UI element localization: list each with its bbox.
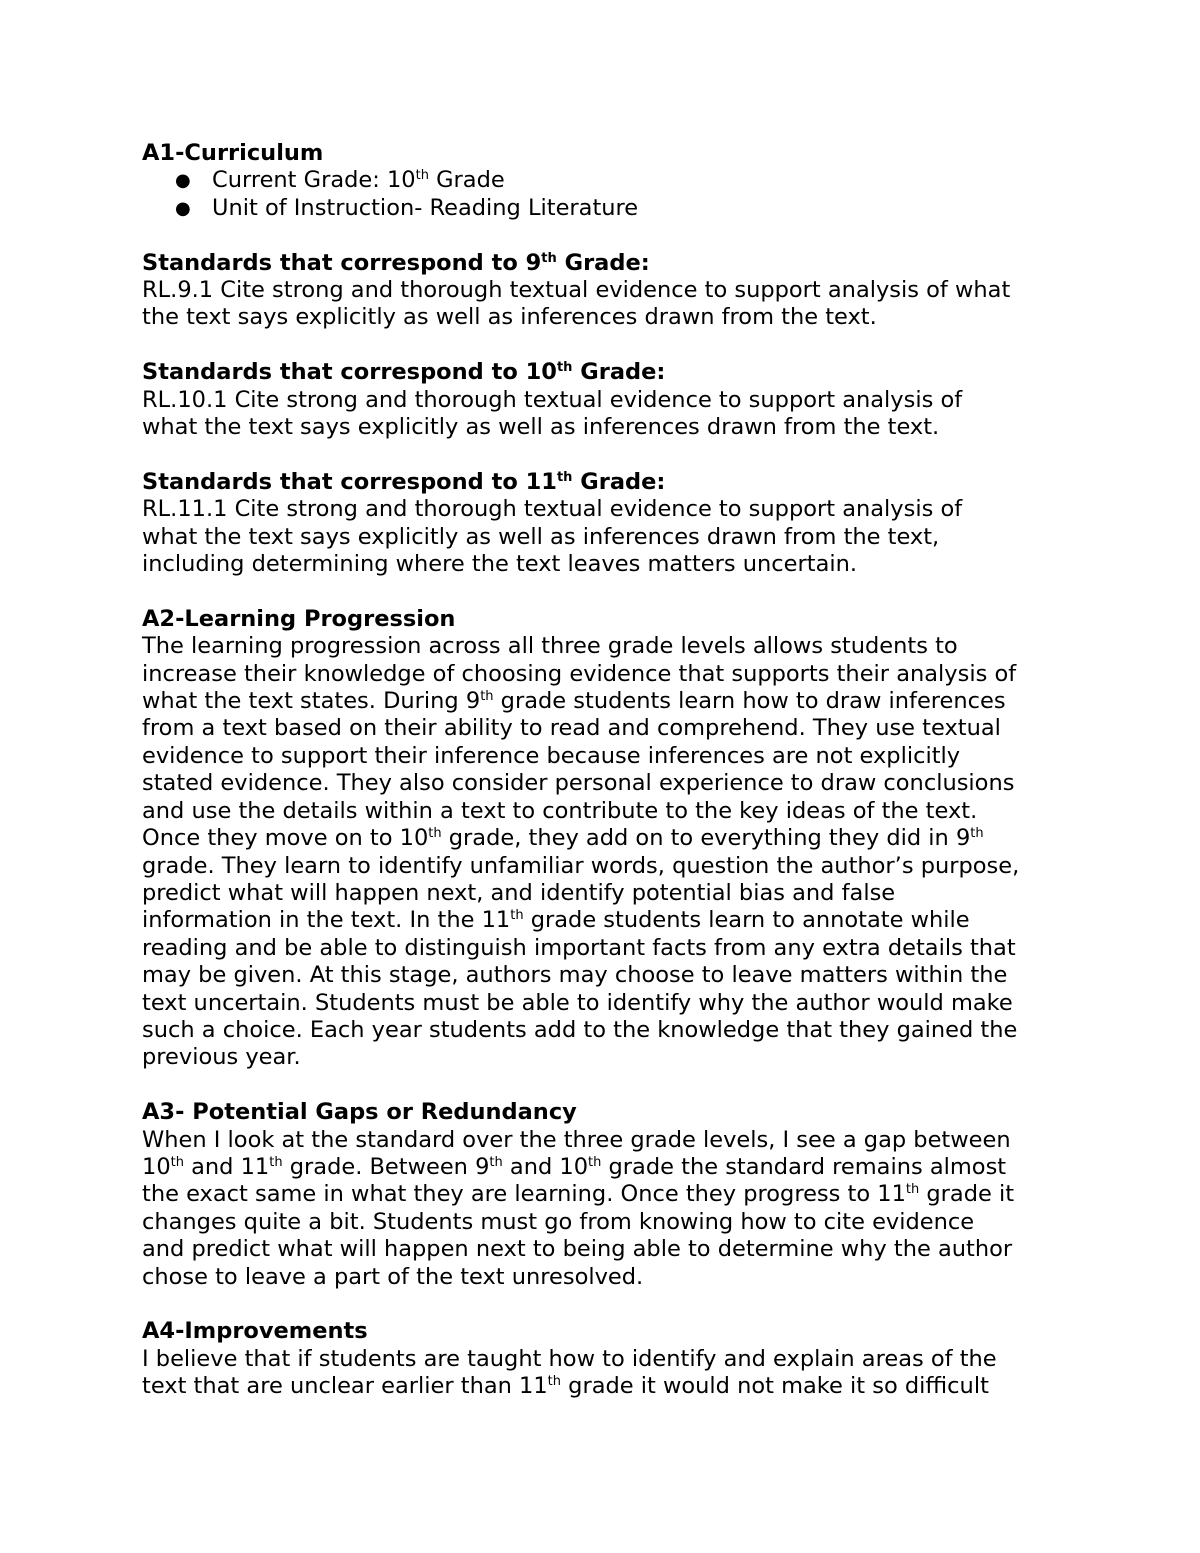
superscript: th <box>556 469 573 485</box>
superscript: th <box>541 250 557 266</box>
bullet-icon: ● <box>175 170 191 192</box>
section-heading-a4: A4-Improvements <box>142 1318 368 1345</box>
list-item-text: Unit of Instruction- Reading Literature <box>212 194 639 221</box>
list-item <box>142 195 1072 222</box>
bullet-icon: ● <box>175 197 191 219</box>
standard-text-10: RL.10.1 Cite strong and thorough textual evidence to support analysis of what the text says explicitly as well as inferences drawn from the text. <box>142 386 963 441</box>
list-item-text: Current Grade: 10 <box>212 167 416 194</box>
improvements-text: I believe that if students are taught how to identify and explain areas of the text that are unclear earlier than 11th grade it would not make it so difficult <box>142 1345 997 1400</box>
list-item-text: Grade <box>428 167 505 194</box>
section-heading-a3: A3- Potential Gaps or Redundancy <box>142 1099 577 1126</box>
superscript: th <box>415 168 429 184</box>
section-heading-a2: A2-Learning Progression <box>142 605 456 632</box>
standard-text-9: RL.9.1 Cite strong and thorough textual evidence to support analysis of what the text says explicitly as well as inferences drawn from the text. <box>142 277 1011 331</box>
learning-progression-text: The learning progression across all three grade levels allows students to increase their knowledge of choosing evidence that supports their analysis of what the text states. During 9th grade students learn how to draw inferences from a text based on their ability to read and comprehend. They use textual evidence to support their inference because inferences are not explicitly stated evidence. They also consider personal experience to draw conclusions and use the details within a text to contribute to the key ideas of the text. Once they move on to 10th grade, they add on to everything they did in 9th grade. They learn to identify unfamiliar words, question the author’s purpose, predict what will happen next, and identify potential bias and false information in the text. In the 11th grade students learn to annotate while reading and be able to distinguish important facts from any extra details that may be given. At this stage, authors may choose to leave matters within the text uncertain. Students must be able to identify why the author would make such a choice. Each year students add to the knowledge that they gained the previous year. <box>142 633 1020 1071</box>
superscript: th <box>556 360 573 376</box>
gaps-redundancy-text: When I look at the standard over the three grade levels, I see a gap between 10th and 11th grade. Between 9th and 10th grade the standard remains almost the exact same in what they are learning. Once they progress to 11th grade it changes quite a bit. Students must go from knowing how to cite evidence and predict what will happen next to being able to determine why the author chose to leave a part of the text unresolved. <box>142 1126 1015 1290</box>
document-page <box>142 140 1072 1401</box>
standard-text-11: RL.11.1 Cite strong and thorough textual evidence to support analysis of what the text says explicitly as well as inferences drawn from the text, including determining where the text leaves matters uncertain. <box>142 496 963 578</box>
section-heading-a1: A1-Curriculum <box>142 140 324 166</box>
curriculum-list <box>142 167 1072 222</box>
section-heading-std11: Standards that correspond to 11th Grade: <box>142 468 666 495</box>
list-item <box>142 167 1072 194</box>
section-heading-std9: Standards that correspond to 9th Grade: <box>142 249 650 276</box>
section-heading-std10: Standards that correspond to 10th Grade: <box>142 359 666 386</box>
